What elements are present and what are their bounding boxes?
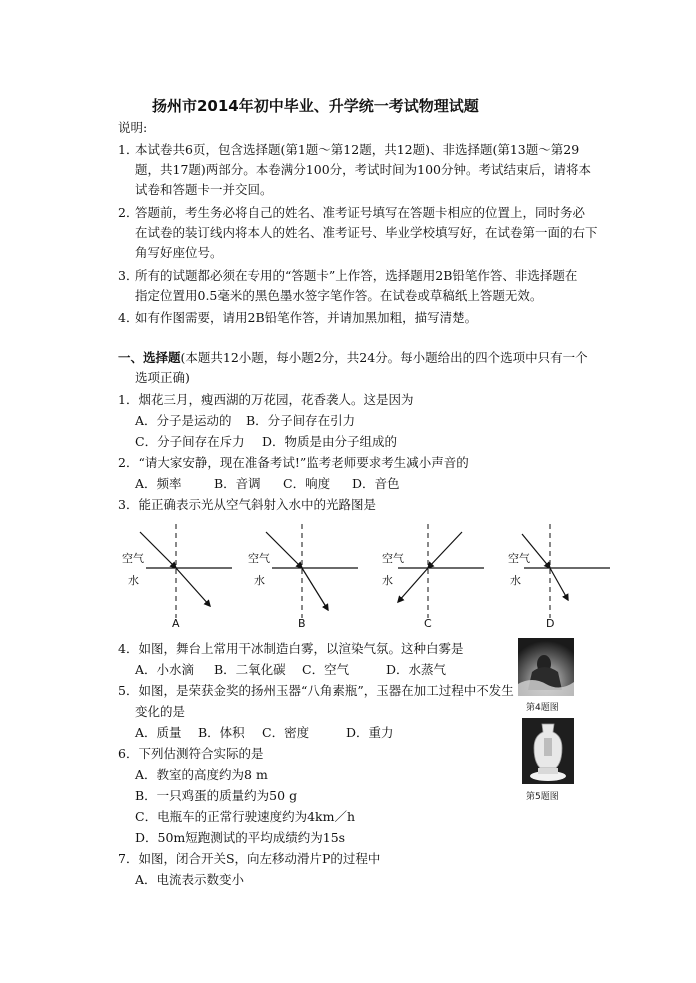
note-1-line-3: 试卷和答题卡一并交回。 [135, 182, 273, 197]
q3-stem: 3．能正确表示光从空气斜射入水中的光路图是 [118, 497, 376, 512]
note-2-num: 2． [118, 205, 139, 220]
notes-heading: 说明: [118, 120, 148, 135]
q4-stem: 4．如图，舞台上常用干冰制造白雾，以渲染气氛。这种白雾是 [118, 641, 464, 656]
q5-stem-line-1: 5．如图，是荣获金奖的扬州玉器“八角素瓶”，玉器在加工过程中不发生 [118, 683, 514, 698]
water-label: 水 [382, 574, 393, 587]
note-1-line-1: 本试卷共6页，包含选择题(第1题～第12题，共12题)、非选择题(第13题～第29 [135, 142, 580, 157]
q7-stem: 7．如图，闭合开关S，向左移动滑片P的过程中 [118, 851, 381, 866]
q2-option-c: C．响度 [283, 476, 331, 491]
refracted-ray [550, 568, 568, 600]
water-label: 水 [254, 574, 265, 587]
q3-diagram-b [246, 520, 366, 628]
air-label: 空气 [508, 552, 530, 565]
section-1-header [118, 350, 588, 366]
note-2-line-1: 答题前，考生务必将自己的姓名、准考证号填写在答题卡相应的位置上，同时务必 [135, 205, 586, 220]
q1-option-a: A．分子是运动的 [135, 413, 232, 428]
q1-option-b: B．分子间存在引力 [246, 413, 356, 428]
air-label: 空气 [248, 552, 270, 565]
note-4-line-1: 如有作图需要，请用2B铅笔作答，并请加黑加粗，描写清楚。 [135, 310, 478, 325]
q4-option-c: C．空气 [302, 662, 350, 677]
note-2-line-2: 在试卷的装订线内将本人的姓名、准考证号、毕业学校填写好，在试卷第一面的右下 [135, 225, 598, 240]
q6-option-b: B．一只鸡蛋的质量约为50 g [135, 788, 298, 803]
q5-jade-vase-photo [522, 718, 574, 784]
q3-diagram-a [120, 520, 240, 628]
note-1-num: 1． [118, 142, 139, 157]
refracted-ray [398, 568, 428, 602]
q2-option-d: D．音色 [352, 476, 400, 491]
q2-option-a: A．频率 [135, 476, 182, 491]
page-title: 扬州市2014年初中毕业、升学统一考试物理试题 [152, 97, 479, 115]
refracted-ray [302, 568, 328, 610]
q2-stem: 2．“请大家安静，现在准备考试!”监考老师要求考生减小声音的 [118, 455, 469, 470]
incident-ray [266, 532, 302, 568]
q6-stem: 6．下列估测符合实际的是 [118, 746, 264, 761]
q5-option-c: C．密度 [262, 725, 310, 740]
q4-stage-fog-photo [518, 638, 574, 696]
q7-option-a: A．电流表示数变小 [135, 872, 245, 887]
refracted-ray [176, 568, 210, 606]
q4-option-b: B．二氧化碳 [214, 662, 286, 677]
incident-ray [140, 532, 176, 568]
q5-option-b: B．体积 [198, 725, 245, 740]
q5-option-a: A．质量 [135, 725, 182, 740]
note-3-line-1: 所有的试题都必须在专用的“答题卡”上作答，选择题用2B铅笔作答、非选择题在 [135, 268, 578, 283]
section-1-desc-2: 选项正确) [135, 370, 190, 385]
q3-diagram-c [372, 520, 492, 628]
q5-figure-caption: 第5题图 [526, 792, 559, 802]
air-label: 空气 [122, 552, 144, 565]
note-1-line-2: 题，共17题)两部分。本卷满分100分，考试时间为100分钟。考试结束后，请将本 [135, 162, 592, 177]
water-label: 水 [128, 574, 139, 587]
note-3-num: 3． [118, 268, 139, 283]
section-1-label: 一、选择题 [118, 350, 181, 365]
q1-stem: 1．烟花三月，瘦西湖的万花园，花香袭人。这是因为 [118, 392, 414, 407]
q5-stem-line-2: 变化的是 [135, 704, 186, 719]
air-label: 空气 [382, 552, 404, 565]
diagram-label: B [298, 617, 306, 628]
q2-option-b: B．音调 [214, 476, 261, 491]
note-3-line-2: 指定位置用0.5毫米的黑色墨水签字笔作答。在试卷或草稿纸上答题无效。 [135, 288, 543, 303]
q1-option-c: C．分子间存在斥力 [135, 434, 245, 449]
diagram-label: C [424, 617, 432, 628]
q3-diagram-d [498, 520, 618, 628]
water-label: 水 [510, 574, 521, 587]
incident-ray [428, 532, 462, 568]
q5-option-d: D．重力 [346, 725, 394, 740]
q6-option-c: C．电瓶车的正常行驶速度约为4km／h [135, 809, 355, 824]
q6-option-d: D．50m短跑测试的平均成绩约为15s [135, 830, 346, 845]
section-1-desc: (本题共12小题，每小题2分，共24分。每小题给出的四个选项中只有一个 [180, 350, 588, 365]
q6-option-a: A．教室的高度约为8 m [135, 767, 268, 782]
q4-figure-caption: 第4题图 [526, 703, 559, 713]
diagram-label: A [172, 617, 180, 628]
note-2-line-3: 角写好座位号。 [135, 245, 223, 260]
q4-option-a: A．小水滴 [135, 662, 195, 677]
diagram-label: D [546, 617, 555, 628]
q4-option-d: D．水蒸气 [386, 662, 447, 677]
q1-option-d: D．物质是由分子组成的 [262, 434, 398, 449]
note-4-num: 4． [118, 310, 139, 325]
